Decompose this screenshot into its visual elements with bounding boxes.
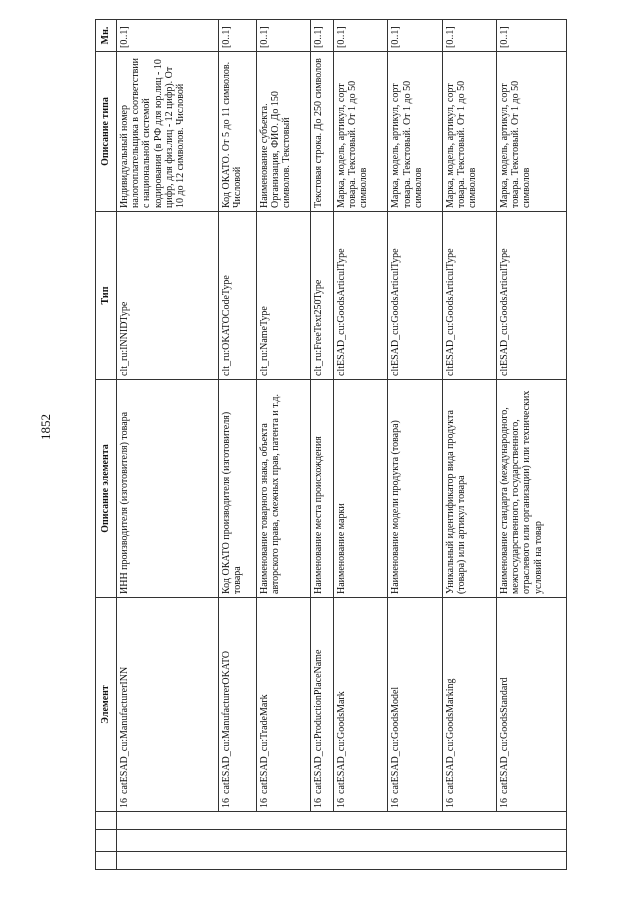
element-name: catESAD_cu:GoodsStandard	[498, 677, 510, 794]
type-cell: cltESAD_cu:GoodsArticulType	[442, 212, 496, 380]
type-cell: cltESAD_cu:GoodsArticulType	[496, 212, 566, 380]
element-cell	[257, 598, 311, 812]
element-cell	[496, 598, 566, 812]
indent-cell	[388, 852, 442, 870]
level-number: 16	[220, 798, 232, 808]
indent-cell	[442, 830, 496, 852]
type-cell: clt_ru:OKATOCodeType	[218, 212, 257, 380]
table-header-row	[96, 20, 117, 870]
element-name: catESAD_cu:GoodsMarking	[444, 678, 456, 794]
element-name: catESAD_cu:ManufacturerOKATO	[220, 650, 232, 794]
indent-cell	[117, 830, 219, 852]
indent-cell	[257, 830, 311, 852]
type-desc-cell: Марка, модель, артикул, сорт товара. Текстовый. От 1 до 50 символов	[388, 52, 442, 212]
element-desc-cell: Наименование стандарта (международного, межгосударственного, государственного, отраслевого или организации) или технических условий на товар	[496, 380, 566, 598]
type-cell: cltESAD_cu:GoodsArticulType	[388, 212, 442, 380]
type-desc-cell: Марка, модель, артикул, сорт товара. Текстовый. От 1 до 50 символов	[496, 52, 566, 212]
type-desc-cell: Марка, модель, артикул, сорт товара. Текстовый. От 1 до 50 символов	[334, 52, 388, 212]
mult-cell: [0..1]	[334, 20, 388, 52]
indent-cell	[311, 852, 334, 870]
element-desc-cell: Наименование модели продукта (товара)	[388, 380, 442, 598]
header-blank	[96, 830, 117, 852]
element-table	[95, 19, 567, 870]
element-cell	[388, 598, 442, 812]
element-desc-cell: Уникальный идентификатор вида продукта (товара) или артикул товара	[442, 380, 496, 598]
type-desc-cell: Индивидуальный номер налогоплательщика в соответствии с национальной системой кодирования (в РФ для юр.лиц - 10 цифр, для физ.лиц - 12 цифр). От 10 до 12 символов. Числовой	[117, 52, 219, 212]
table-row	[117, 20, 219, 870]
type-desc-cell: Наименование субъекта. Организация, ФИО. До 150 символов. Текстовый	[257, 52, 311, 212]
header-element: Элемент	[96, 598, 117, 812]
mult-cell: [0..1]	[218, 20, 257, 52]
header-mult: Мн.	[96, 20, 117, 52]
mult-cell: [0..1]	[388, 20, 442, 52]
element-desc-cell: Наименование марки	[334, 380, 388, 598]
element-desc-cell: Наименование места происхождения	[311, 380, 334, 598]
mult-cell: [0..1]	[311, 20, 334, 52]
mult-cell: [0..1]	[442, 20, 496, 52]
table-row	[311, 20, 334, 870]
indent-cell	[218, 852, 257, 870]
indent-cell	[334, 812, 388, 830]
type-cell: cltESAD_cu:GoodsArticulType	[334, 212, 388, 380]
element-cell	[334, 598, 388, 812]
type-cell: clt_ru:FreeText250Type	[311, 212, 334, 380]
table-body	[117, 20, 567, 870]
element-name: catESAD_cu:ManufacturerINN	[119, 666, 130, 794]
level-number: 16	[390, 798, 402, 808]
element-name: catESAD_cu:TradeMark	[259, 694, 271, 794]
indent-cell	[496, 852, 566, 870]
header-blank	[96, 812, 117, 830]
table-row	[496, 20, 566, 870]
level-number: 16	[498, 798, 510, 808]
indent-cell	[117, 852, 219, 870]
table-row	[388, 20, 442, 870]
rotated-page	[95, 20, 567, 870]
element-cell	[117, 598, 219, 812]
table-row	[334, 20, 388, 870]
header-blank	[96, 852, 117, 870]
header-element-desc: Описание элемента	[96, 380, 117, 598]
level-number: 16	[119, 798, 130, 808]
indent-cell	[257, 812, 311, 830]
header-type: Тип	[96, 212, 117, 380]
table-row	[218, 20, 257, 870]
table-row	[442, 20, 496, 870]
indent-cell	[257, 852, 311, 870]
indent-cell	[442, 852, 496, 870]
element-desc-cell: ИНН производителя (изготовителя) товара	[117, 380, 219, 598]
level-number: 16	[313, 798, 325, 808]
level-number: 16	[336, 798, 348, 808]
mult-cell: [0..1]	[496, 20, 566, 52]
indent-cell	[496, 812, 566, 830]
table-row	[257, 20, 311, 870]
element-cell	[311, 598, 334, 812]
element-name: catESAD_cu:GoodsMark	[336, 691, 348, 794]
element-cell	[442, 598, 496, 812]
indent-cell	[334, 830, 388, 852]
mult-cell: [0..1]	[117, 20, 219, 52]
type-desc-cell: Текстовая строка. До 250 символов	[311, 52, 334, 212]
indent-cell	[388, 812, 442, 830]
element-name: catESAD_cu:GoodsModel	[390, 686, 402, 794]
type-desc-cell: Код ОКАТО. От 5 до 11 символов. Числовой	[218, 52, 257, 212]
element-desc-cell: Код ОКАТО производителя (изготовителя) товара	[218, 380, 257, 598]
level-number: 16	[444, 798, 456, 808]
element-cell	[218, 598, 257, 812]
element-name: catESAD_cu:ProductionPlaceName	[313, 649, 325, 794]
level-number: 16	[259, 798, 271, 808]
indent-cell	[218, 830, 257, 852]
indent-cell	[117, 812, 219, 830]
indent-cell	[442, 812, 496, 830]
page-number: 1852	[38, 414, 53, 440]
header-type-desc: Описание типа	[96, 52, 117, 212]
type-cell: clt_ru:NameType	[257, 212, 311, 380]
indent-cell	[218, 812, 257, 830]
type-cell: clt_ru:INNIDType	[117, 212, 219, 380]
indent-cell	[311, 830, 334, 852]
indent-cell	[334, 852, 388, 870]
type-desc-cell: Марка, модель, артикул, сорт товара. Текстовый. От 1 до 50 символов	[442, 52, 496, 212]
mult-cell: [0..1]	[257, 20, 311, 52]
indent-cell	[496, 830, 566, 852]
indent-cell	[388, 830, 442, 852]
element-desc-cell: Наименование товарного знака, объекта авторского права, смежных прав, патента и т.д.	[257, 380, 311, 598]
indent-cell	[311, 812, 334, 830]
